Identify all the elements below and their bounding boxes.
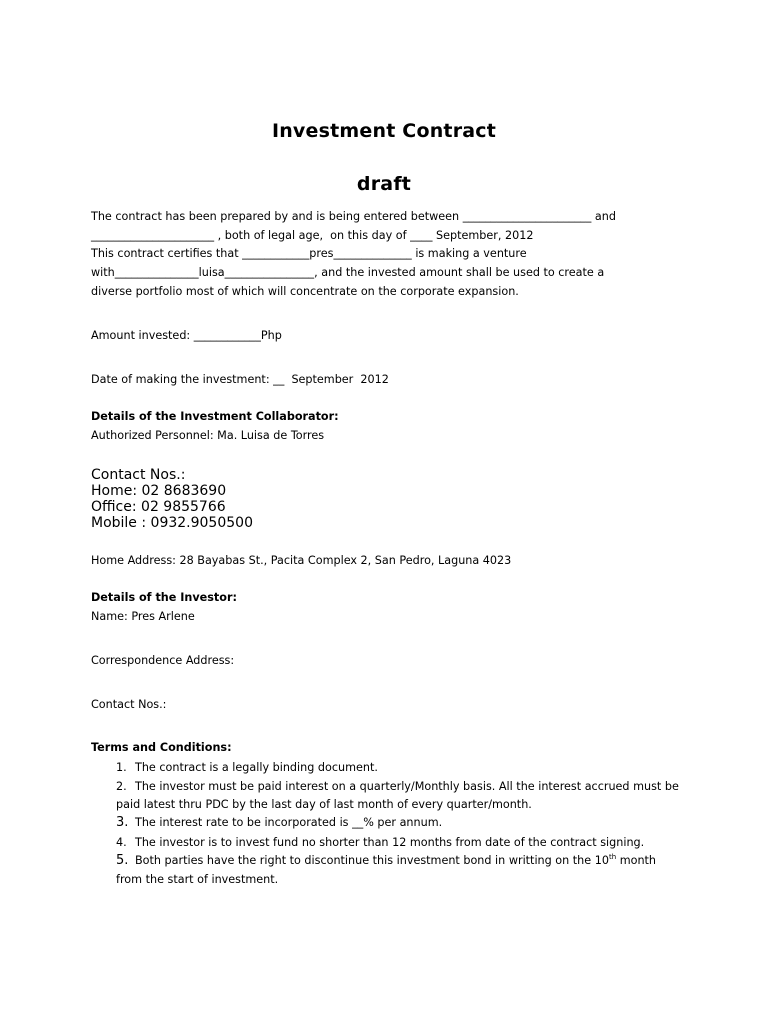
- intro-line-2: ______________________ , both of legal age, on this day of ____ September, 2012: [91, 229, 534, 242]
- collaborator-office-phone: Office: 02 9855766: [91, 499, 226, 515]
- collaborator-authorized: Authorized Personnel: Ma. Luisa de Torres: [91, 429, 325, 442]
- term-text: paid latest thru PDC by the last day of last month of every quarter/month.: [116, 798, 532, 811]
- intro-line-3: This contract certifies that ____________pres______________ is making a venture: [91, 247, 527, 260]
- intro-line-5: diverse portfolio most of which will concentrate on the corporate expansion.: [91, 285, 519, 298]
- term-text: [135, 853, 656, 869]
- intro-line-1: The contract has been prepared by and is being entered between _______________________ and: [91, 210, 616, 223]
- document-subtitle: draft: [356, 173, 412, 195]
- document-title: Investment Contract: [271, 120, 497, 142]
- collaborator-mobile-phone: Mobile : 0932.9050500: [91, 515, 253, 531]
- term-text: from the start of investment.: [116, 873, 279, 886]
- terms-heading: Terms and Conditions:: [91, 741, 232, 754]
- collaborator-heading: Details of the Investment Collaborator:: [91, 410, 339, 423]
- term-number: 4.: [116, 836, 127, 849]
- collaborator-contact-label: Contact Nos.:: [91, 467, 186, 483]
- term-number: 2.: [116, 780, 127, 793]
- collaborator-home-phone: Home: 02 8683690: [91, 483, 227, 499]
- intro-line-4: with_______________luisa________________, and the invested amount shall be used to create a: [91, 266, 605, 279]
- collaborator-address: Home Address: 28 Bayabas St., Pacita Complex 2, San Pedro, Laguna 4023: [91, 554, 512, 567]
- investor-heading: Details of the Investor:: [91, 591, 237, 604]
- investor-contact: Contact Nos.:: [91, 698, 167, 711]
- term-text: The investor is to invest fund no shorter than 12 months from date of the contract signing.: [135, 836, 645, 849]
- amount-invested: Amount invested: ____________Php: [91, 329, 282, 342]
- investor-name: Name: Pres Arlene: [91, 610, 195, 623]
- ordinal-suffix: th: [608, 853, 617, 861]
- term-text: The contract is a legally binding document.: [135, 761, 378, 774]
- term-number: 3.: [116, 815, 129, 830]
- term-number: 5.: [116, 853, 129, 868]
- investment-date: Date of making the investment: __ September 2012: [91, 373, 389, 386]
- term-text: The investor must be paid interest on a quarterly/Monthly basis. All the interest accrued must be: [135, 780, 679, 793]
- term-text: The interest rate to be incorporated is __% per annum.: [135, 816, 443, 829]
- term-text-part: month: [616, 854, 657, 867]
- investor-correspondence: Correspondence Address:: [91, 654, 235, 667]
- term-text-part: Both parties have the right to discontinue this investment bond in writting on the 10: [135, 854, 609, 867]
- term-number: 1.: [116, 761, 127, 774]
